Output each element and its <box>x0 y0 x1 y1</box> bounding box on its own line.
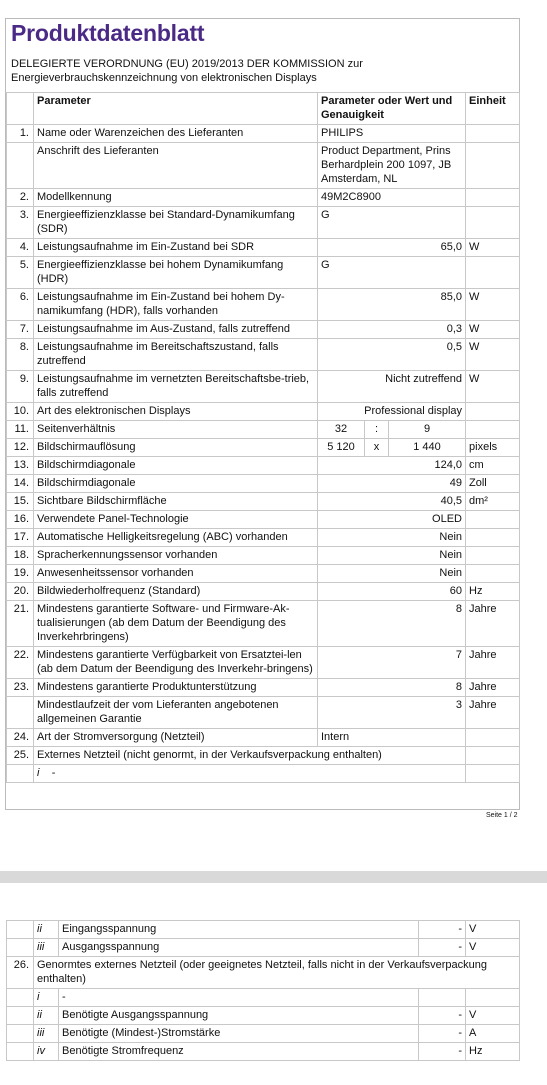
table-row: 18. Spracherkennungssensor vorhanden Nein <box>7 547 520 565</box>
table-row: 19. Anwesenheitssensor vorhanden Nein <box>7 565 520 583</box>
table-row: 8. Leistungsaufnahme im Bereitschaftszustand, falls zutreffend 0,5 W <box>7 339 520 371</box>
table-row: iv Benötigte Stromfrequenz - Hz <box>7 1043 520 1061</box>
table-row: 10. Art des elektronischen Displays Professional display <box>7 403 520 421</box>
table-row: 9. Leistungsaufnahme im vernetzten Bereitschaftsbe-trieb, falls zutreffend Nicht zutreffend W <box>7 371 520 403</box>
table-row: iii Benötigte (Mindest-)Stromstärke - A <box>7 1025 520 1043</box>
table-row: 24. Art der Stromversorgung (Netzteil) Intern <box>7 729 520 747</box>
table-row: 4. Leistungsaufnahme im Ein-Zustand bei SDR 65,0 W <box>7 239 520 257</box>
table-row: 16. Verwendete Panel-Technologie OLED <box>7 511 520 529</box>
table-header-row <box>7 93 520 125</box>
table-row: 7. Leistungsaufnahme im Aus-Zustand, falls zutreffend 0,3 W <box>7 321 520 339</box>
table-row: 14. Bildschirmdiagonale 49 Zoll <box>7 475 520 493</box>
page-number: Seite 1 / 2 <box>486 812 518 819</box>
table-row: 12. Bildschirmauflösung 5 120 x 1 440 pixels <box>7 439 520 457</box>
table-row: 1. Name oder Warenzeichen des Lieferanten PHILIPS <box>7 125 520 143</box>
page-subtitle: DELEGIERTE VERORDNUNG (EU) 2019/2013 DER KOMMISSION zur Energieverbrauchskennzeichnung von elektronischen Displays <box>11 58 363 84</box>
product-data-table <box>6 92 520 783</box>
table-row: Anschrift des Lieferanten Product Department, Prins Berhardplein 200 1097, JB Amsterdam, NL <box>7 143 520 189</box>
table-row: ii Benötigte Ausgangsspannung - V <box>7 1007 520 1025</box>
page-separator <box>0 871 547 883</box>
table-row: 23. Mindestens garantierte Produktunterstützung 8 Jahre <box>7 679 520 697</box>
table-row: 6. Leistungsaufnahme im Ein-Zustand bei hohem Dy-namikumfang (HDR), falls vorhanden 85,0 W <box>7 289 520 321</box>
table-row: i - <box>7 989 520 1007</box>
table-row: iii Ausgangsspannung - V <box>7 939 520 957</box>
table-row: ii Eingangsspannung - V <box>7 921 520 939</box>
table-row: 15. Sichtbare Bildschirmfläche 40,5 dm² <box>7 493 520 511</box>
product-data-table-continued <box>6 920 520 1061</box>
table-row: 5. Energieeffizienzklasse bei hohem Dynamikumfang (HDR) G <box>7 257 520 289</box>
table-row: 20. Bildwiederholfrequenz (Standard) 60 Hz <box>7 583 520 601</box>
header-parameter: Parameter <box>34 93 318 125</box>
table-row: 3. Energieeffizienzklasse bei Standard-Dynamikumfang (SDR) G <box>7 207 520 239</box>
table-row: 26. Genormtes externes Netzteil (oder geeignetes Netzteil, falls nicht in der Verkaufsverpackung enthalten) <box>7 957 520 989</box>
table-row: 13. Bildschirmdiagonale 124,0 cm <box>7 457 520 475</box>
header-value: Parameter oder Wert und Genauigkeit <box>318 93 466 125</box>
table-row: 25. Externes Netzteil (nicht genormt, in der Verkaufsverpackung enthalten) <box>7 747 520 765</box>
table-row: 21. Mindestens garantierte Software- und Firmware-Ak-tualisierungen (ab dem Datum der Beendigung des Inverkehrbringens) 8 Jahre <box>7 601 520 647</box>
page-title: Produktdatenblatt <box>11 20 205 46</box>
table-row: 2. Modellkennung 49M2C8900 <box>7 189 520 207</box>
header-unit: Einheit <box>466 93 520 125</box>
table-row: Mindestlaufzeit der vom Lieferanten angebotenen allgemeinen Garantie 3 Jahre <box>7 697 520 729</box>
table-row: 17. Automatische Helligkeitsregelung (ABC) vorhanden Nein <box>7 529 520 547</box>
table-row: 22. Mindestens garantierte Verfügbarkeit von Ersatztei-len (ab dem Datum der Beendigung des Inverkehr-bringens) 7 Jahre <box>7 647 520 679</box>
table-row: i - <box>7 765 520 783</box>
table-row: 11. Seitenverhältnis 32 : 9 <box>7 421 520 439</box>
